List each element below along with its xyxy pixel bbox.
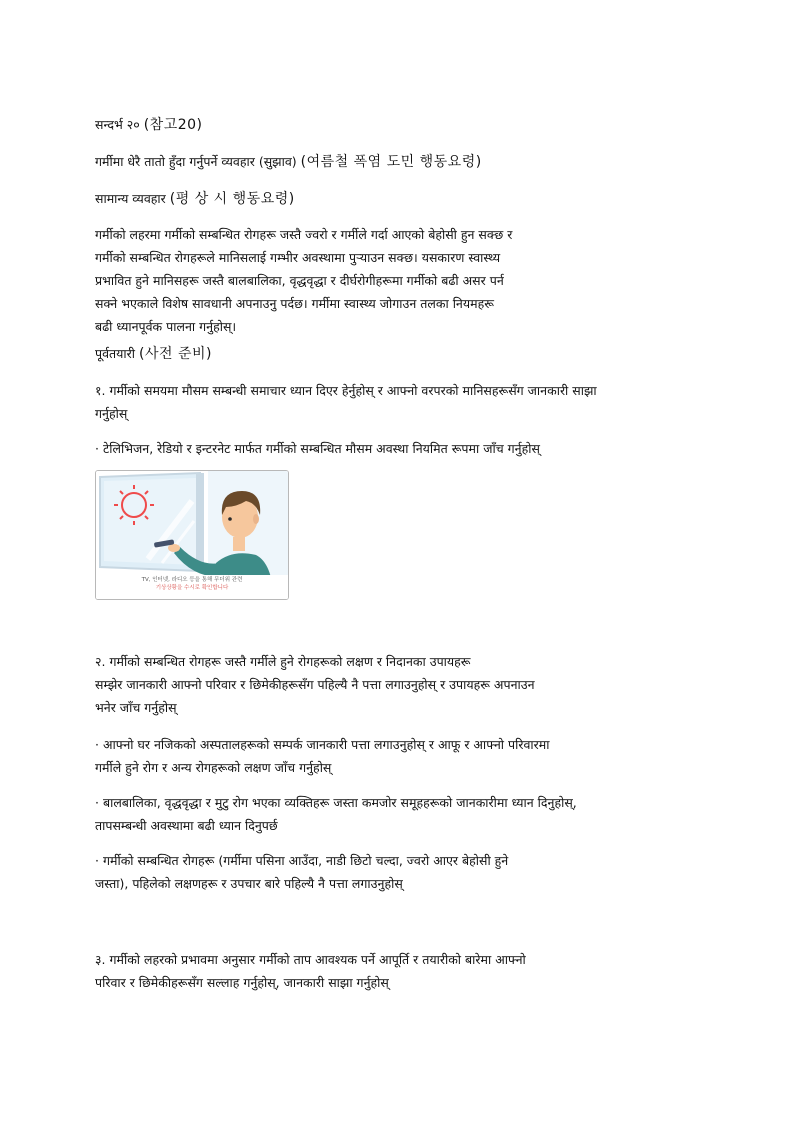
section-heading-prep-ne: पूर्वतयारी xyxy=(95,346,136,361)
item-1-line: १. गर्मीको समयमा मौसम सम्बन्धी समाचार ध्यान दिएर हेर्नुहोस् र आफ्नो वरपरको मानिसहरूसँग जानकारी साझा xyxy=(95,383,597,398)
bullet-line: जस्ता), पहिलेको लक्षणहरू र उपचार बारे पहिल्यै नै पत्ता लगाउनुहोस् xyxy=(95,876,403,891)
bullet-line: · गर्मीको सम्बन्धित रोगहरू (गर्मीमा पसिना आउँदा, नाडी छिटो चल्दा, ज्वरो आएर बेहोसी हुने xyxy=(95,853,509,868)
document-title-ne: गर्मीमा धेरै तातो हुँदा गर्नुपर्ने व्यवहार (सुझाव) xyxy=(95,154,297,169)
reference-label-kr: (참고20) xyxy=(143,117,203,133)
item-1-bullet: · टेलिभिजन, रेडियो र इन्टरनेट मार्फत गर्मीको सम्बन्धित मौसम अवस्था नियमित रूपमा जाँच गर्नुहोस् xyxy=(95,441,540,456)
bullet-line: · आफ्नो घर नजिकको अस्पतालहरूको सम्पर्क जानकारी पत्ता लगाउनुहोस् र आफू र आफ्नो परिवारमा xyxy=(95,737,550,752)
reference-label-ne: सन्दर्भ २० xyxy=(95,117,140,132)
item-3-line: ३. गर्मीको लहरको प्रभावमा अनुसार गर्मीको ताप आवश्यक पर्ने आपूर्ति र तयारीको बारेमा आफ्नो xyxy=(95,952,526,967)
bullet-line: तापसम्बन्धी अवस्थामा बढी ध्यान दिनुपर्छ xyxy=(95,818,278,833)
item-2-bullet-3 xyxy=(95,849,710,895)
section-heading-prep xyxy=(95,342,710,366)
document-title-kr: (여름철 폭염 도민 행동요령) xyxy=(300,154,482,170)
image-caption-line-1: TV, 인터넷, 라디오 등을 통해 무더위 관련 xyxy=(141,577,243,583)
item-2-bullet-2 xyxy=(95,791,710,837)
image-caption-line-2: 기상상황을 수시로 확인합니다 xyxy=(155,585,229,591)
item-3-line: परिवार र छिमेकीहरूसँग सल्लाह गर्नुहोस्, जानकारी साझा गर्नुहोस् xyxy=(95,975,389,990)
reference-label xyxy=(95,113,710,137)
item-2-line: सम्झेर जानकारी आफ्नो परिवार र छिमेकीहरूसँग पहिल्यै नै पत्ता लगाउनुहोस् र उपायहरू अपनाउन xyxy=(95,677,535,692)
item-2-line: २. गर्मीको सम्बन्धित रोगहरू जस्तै गर्मीले हुने रोगहरूको लक्षण र निदानका उपायहरू xyxy=(95,654,471,669)
intro-line: सक्ने भएकाले विशेष सावधानी अपनाउनु पर्दछ। गर्मीमा स्वास्थ्य जोगाउन तलका नियमहरू xyxy=(95,296,494,311)
intro-line: बढी ध्यानपूर्वक पालना गर्नुहोस्। xyxy=(95,319,237,334)
item-2-bullet-1 xyxy=(95,733,710,779)
item-2-line: भनेर जाँच गर्नुहोस् xyxy=(95,700,177,715)
intro-line: प्रभावित हुने मानिसहरू जस्तै बालबालिका, वृद्धवृद्धा र दीर्घरोगीहरूमा गर्मीको बढी असर पर्न xyxy=(95,273,504,288)
intro-line: गर्मीको लहरमा गर्मीको सम्बन्धित रोगहरू जस्तै ज्वरो र गर्मीले गर्दा आएको बेहोसी हुन सक्छ र xyxy=(95,227,513,242)
bullet-line: गर्मीले हुने रोग र अन्य रोगहरूको लक्षण जाँच गर्नुहोस् xyxy=(95,760,332,775)
bullet-line: · बालबालिका, वृद्धवृद्धा र मुटु रोग भएका व्यक्तिहरू जस्ता कमजोर समूहहरूको जानकारीमा ध्यान दिनुहोस्, xyxy=(95,795,577,810)
section-heading-normal-kr: (평 상 시 행동요령) xyxy=(169,191,295,207)
item-1 xyxy=(95,379,710,425)
item-2 xyxy=(95,650,710,719)
document-title xyxy=(95,150,710,174)
intro-paragraph xyxy=(95,223,710,338)
item-1-line: गर्नुहोस् xyxy=(95,406,128,421)
section-heading-normal-ne: सामान्य व्यवहार xyxy=(95,191,166,206)
section-heading-normal xyxy=(95,187,710,211)
tv-weather-illustration xyxy=(95,470,289,600)
item-3 xyxy=(95,948,710,994)
section-heading-prep-kr: (사전 준비) xyxy=(139,346,212,362)
intro-line: गर्मीको सम्बन्धित रोगहरूले मानिसलाई गम्भीर अवस्थामा पुर्‍याउन सक्छ। यसकारण स्वास्थ्य xyxy=(95,250,501,265)
